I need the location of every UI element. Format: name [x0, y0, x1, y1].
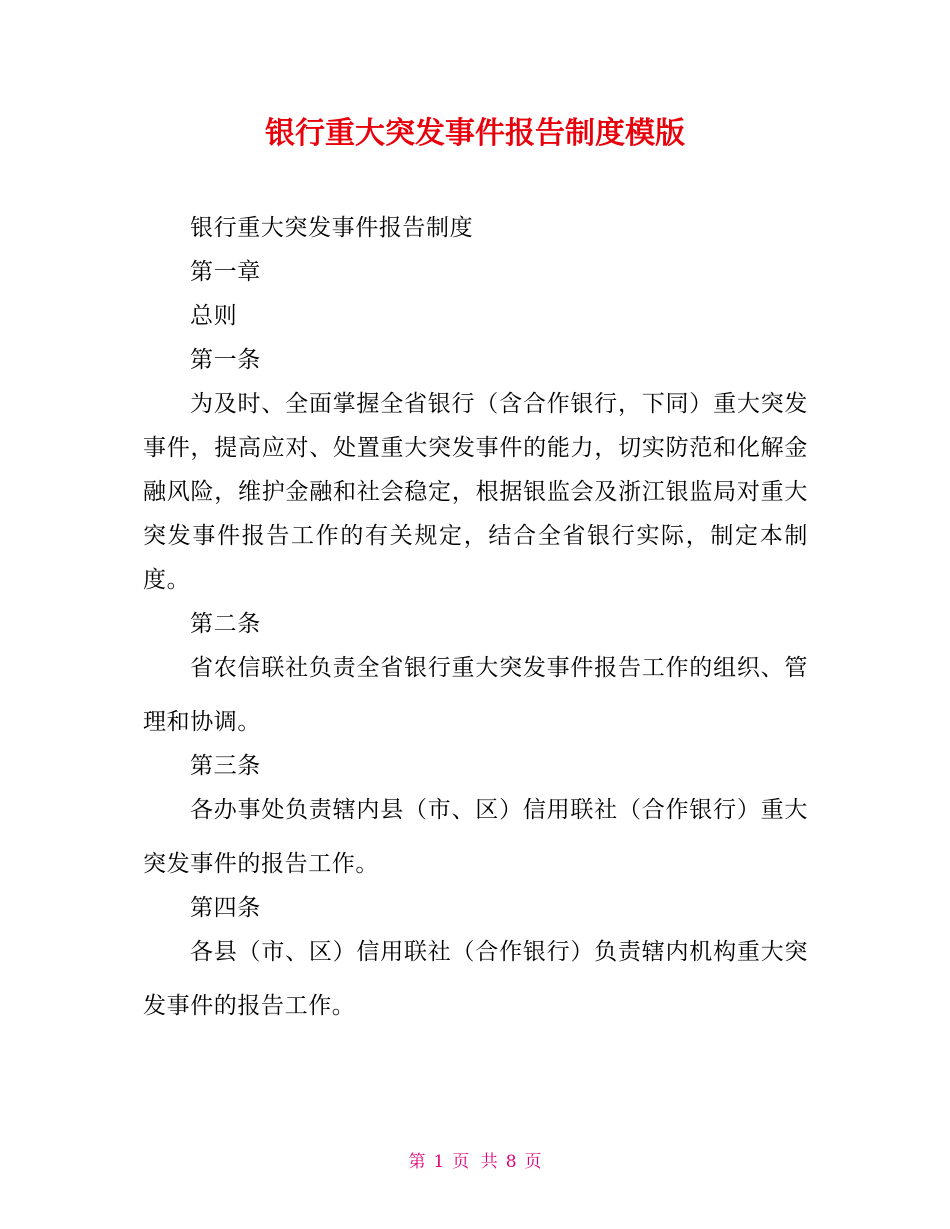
footer-current-page: 1 [433, 1152, 445, 1172]
paragraph-article-2-label: 第二条 [190, 611, 261, 637]
footer-total-pages: 8 [505, 1152, 517, 1172]
paragraph-article-4-body: 各县（市、区）信用联社（合作银行）负责辖内机构重大突发事件的报告工作。 [143, 939, 808, 1019]
footer-prefix: 第 [408, 1152, 426, 1172]
paragraph-chapter: 第一章 [190, 259, 261, 285]
document-title: 银行重大突发事件报告制度模版 [265, 116, 685, 151]
paragraph-general: 总则 [190, 303, 238, 329]
paragraph-article-1-label: 第一条 [190, 347, 261, 373]
paragraph-article-1-body: 为及时、全面掌握全省银行（含合作银行，下同）重大突发事件，提高应对、处置重大突发事件的能力，切实防范和化解金融风险，维护金融和社会稳定，根据银监会及浙江银监局对重大突发事件报告工作的有关规定，结合全省银行实际，制定本制度。 [143, 391, 808, 593]
footer-mid: 页 共 [452, 1152, 498, 1172]
paragraph-article-3-body: 各办事处负责辖内县（市、区）信用联社（合作银行）重大突发事件的报告工作。 [143, 797, 808, 877]
paragraph-article-3-label: 第三条 [190, 753, 261, 779]
document-body [143, 206, 808, 1028]
paragraph-article-2-body: 省农信联社负责全省银行重大突发事件报告工作的组织、管理和协调。 [143, 655, 808, 735]
paragraph-heading: 银行重大突发事件报告制度 [190, 215, 474, 241]
footer-suffix: 页 [524, 1152, 542, 1172]
page-footer [0, 1150, 950, 1174]
paragraph-article-4-label: 第四条 [190, 895, 261, 921]
